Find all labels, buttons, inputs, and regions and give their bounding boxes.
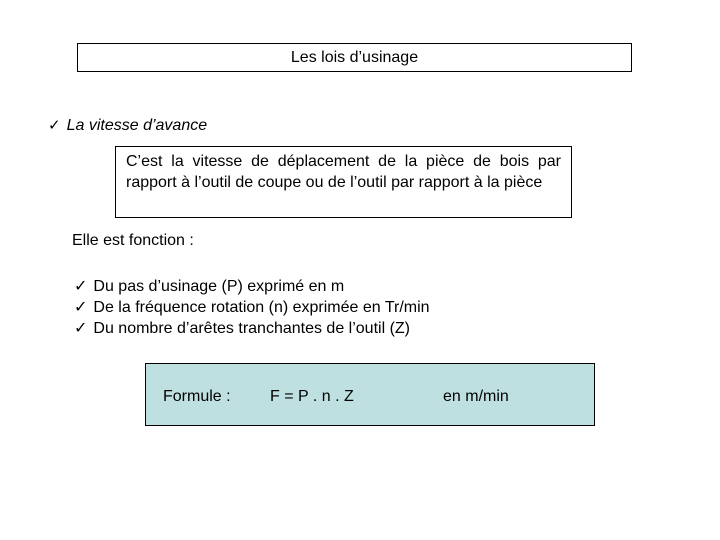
checkmark-icon: ✓ [74, 320, 88, 337]
criterion-text: De la fréquence rotation (n) exprimée en Tr/min [93, 299, 430, 316]
formula-label: Formule : [163, 388, 231, 405]
intro-text: Elle est fonction : [72, 232, 194, 249]
list-item [74, 297, 430, 318]
list-item [74, 276, 430, 297]
page-title: Les lois d’usinage [290, 48, 419, 66]
definition-box [115, 146, 572, 218]
criteria-list [74, 276, 430, 339]
checkmark-icon: ✓ [48, 117, 61, 134]
page-title-box [77, 43, 632, 72]
checkmark-icon: ✓ [74, 278, 88, 295]
criterion-text: Du nombre d’arêtes tranchantes de l’outil (Z) [93, 320, 410, 337]
formula-box [145, 363, 595, 426]
formula-unit: en m/min [443, 388, 509, 405]
checkmark-icon: ✓ [74, 299, 88, 316]
criterion-text: Du pas d’usinage (P) exprimé en m [93, 278, 345, 295]
section-heading [48, 117, 207, 135]
formula-expression: F = P . n . Z [270, 388, 354, 405]
list-item [74, 318, 430, 339]
definition-text: C’est la vitesse de déplacement de la pièce de bois par rapport à l’outil de coupe ou de l’outil par rapport à la pièce [126, 153, 561, 191]
section-heading-label: La vitesse d’avance [66, 117, 208, 134]
